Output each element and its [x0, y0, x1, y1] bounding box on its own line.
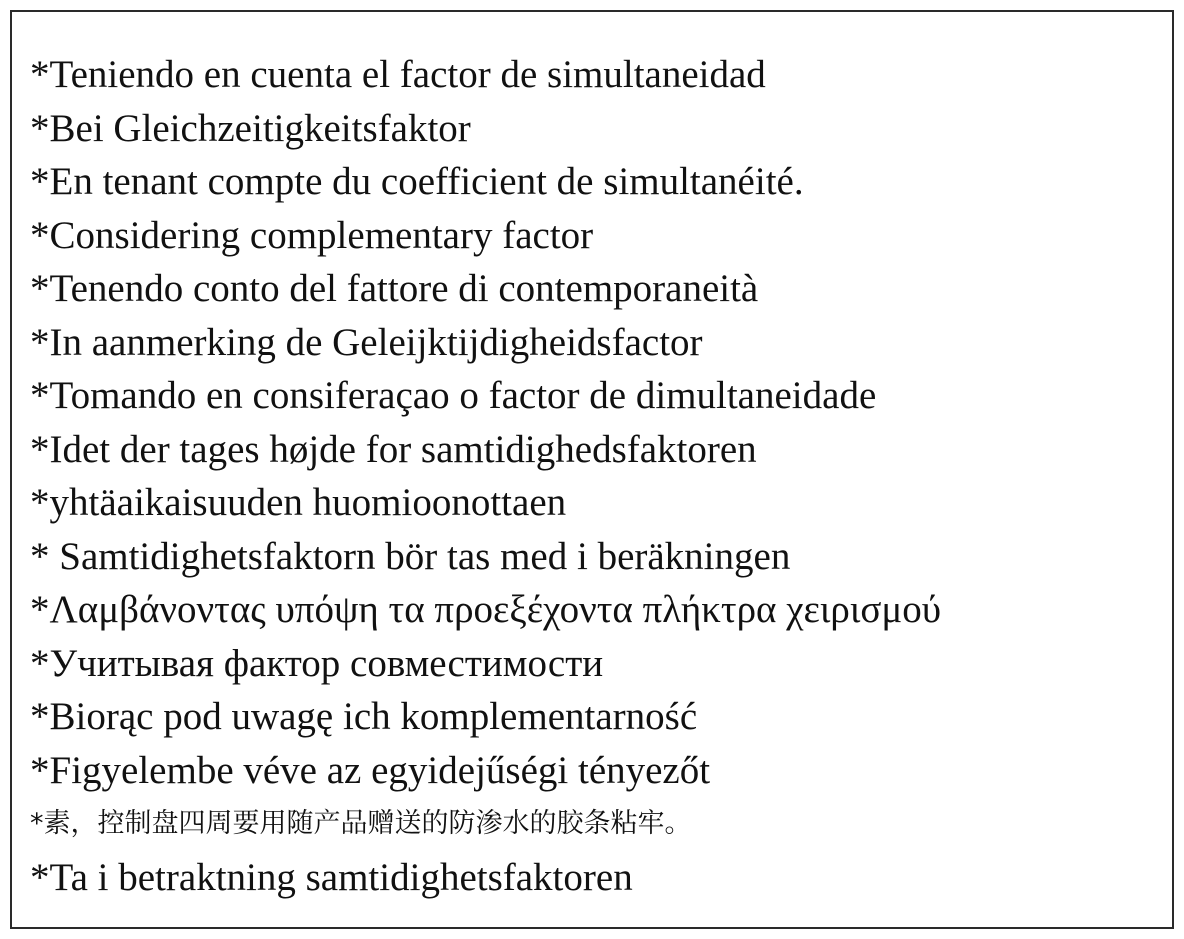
note-portuguese: *Tomando en consiferaçao o factor de dimultaneidade	[30, 374, 877, 417]
note-russian: *Учитывая фактор совместимости	[30, 641, 604, 685]
note-greek: *Λαμβάνοντας υπόψη τα προεξέχοντα πλήκτρα χειρισμού	[30, 588, 942, 631]
note-spanish: *Teniendo en cuenta el factor de simultaneidad	[30, 53, 766, 96]
note-hungarian: *Figyelembe véve az egyidejűségi tényezőt	[30, 748, 711, 792]
note-danish: *Idet der tages højde for samtidighedsfaktoren	[30, 427, 757, 471]
note-french: *En tenant compte du coefficient de simultanéité.	[30, 160, 804, 203]
note-dutch: *In aanmerking de Geleijktijdigheidsfactor	[30, 320, 703, 364]
multilingual-notes-list	[30, 48, 941, 904]
note-finnish: *yhtäaikaisuuden huomioonottaen	[30, 481, 567, 524]
note-norwegian: *Ta i betraktning samtidighetsfaktoren	[30, 855, 633, 899]
notes-box	[10, 10, 1174, 929]
note-swedish: * Samtidighetsfaktorn bör tas med i beräkningen	[30, 534, 791, 578]
note-polish: *Biorąc pod uwagę ich komplementarność	[30, 695, 698, 738]
note-english: *Considering complementary factor	[30, 213, 594, 257]
note-chinese: *素，控制盘四周要用随产品赠送的防渗水的胶条粘牢。	[30, 808, 692, 839]
note-italian: *Tenendo conto del fattore di contemporaneità	[30, 267, 759, 310]
note-german: *Bei Gleichzeitigkeitsfaktor	[30, 106, 471, 150]
